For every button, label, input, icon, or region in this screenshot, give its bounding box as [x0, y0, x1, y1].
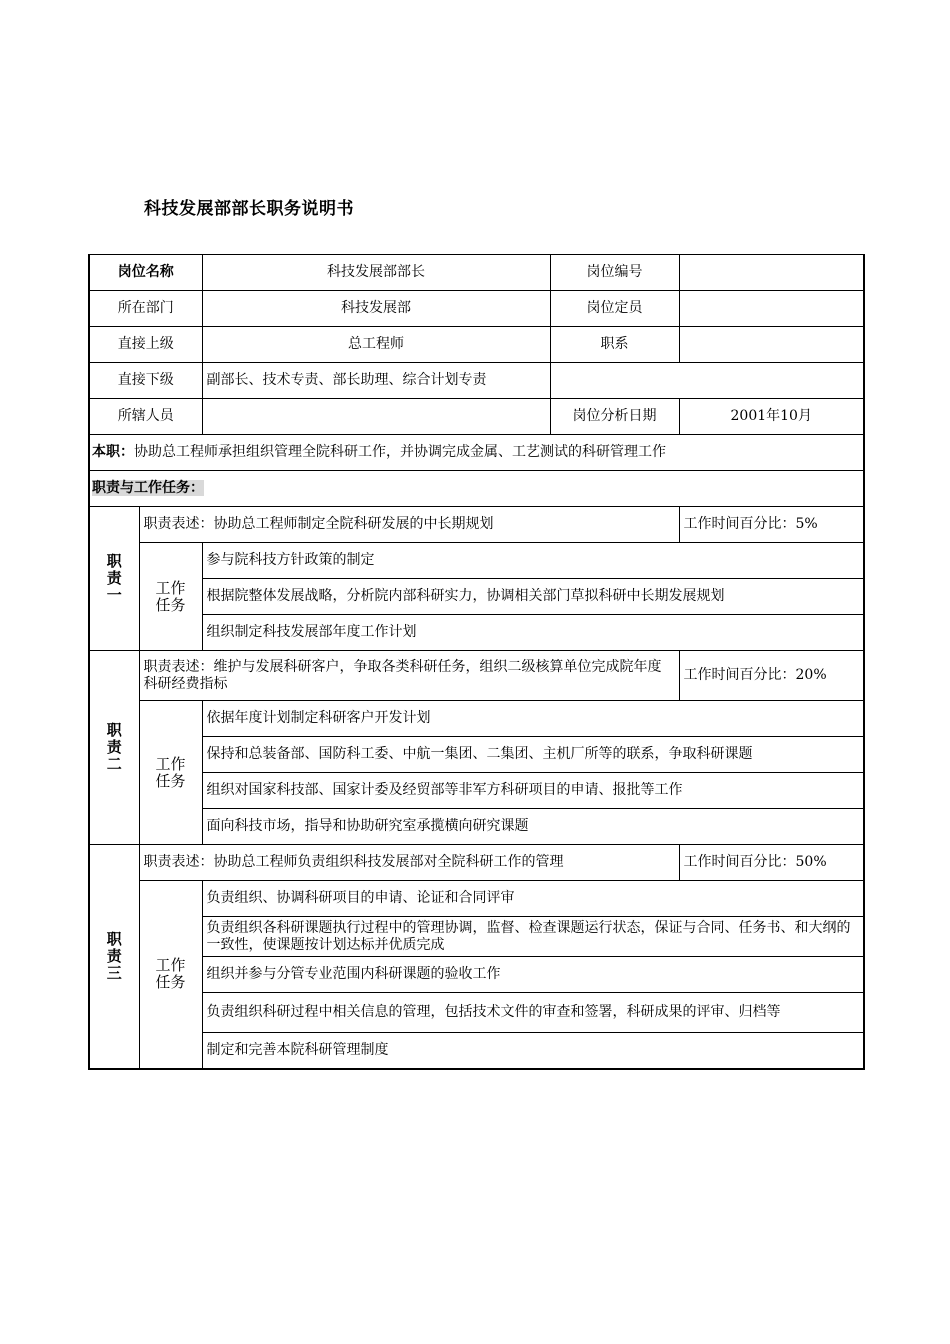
subordinate-label: 直接下级	[89, 363, 202, 399]
duty-2-task-1: 依据年度计划制定科研客户开发计划	[202, 701, 864, 737]
duty-1-task-row	[89, 615, 864, 651]
duty-2-task-2: 保持和总装备部、国防科工委、中航一集团、二集团、主机厂所等的联系，争取科研课题	[202, 737, 864, 773]
managed-value	[202, 399, 550, 435]
duty-3-task-5: 制定和完善本院科研管理制度	[202, 1033, 864, 1069]
duty-1-description: 职责表述：协助总工程师制定全院科研发展的中长期规划	[139, 507, 679, 543]
managed-label: 所辖人员	[89, 399, 202, 435]
core-cell	[89, 435, 864, 471]
core-text: 协助总工程师承担组织管理全院科研工作，并协调完成金属、工艺测试的科研管理工作	[134, 444, 666, 460]
duty-2-task-row	[89, 809, 864, 845]
info-row-superior	[89, 327, 864, 363]
duty-2-task-4: 面向科技市场，指导和协助研究室承揽横向研究课题	[202, 809, 864, 845]
duty-1-label: 职 责 一	[89, 507, 139, 651]
duty-3-description-row	[89, 845, 864, 881]
duty-1-work-label: 工作 任务	[139, 543, 202, 651]
duty-1-task-2: 根据院整体发展战略，分析院内部科研实力，协调相关部门草拟科研中长期发展规划	[202, 579, 864, 615]
duty-3-task-1: 负责组织、协调科研项目的申请、论证和合同评审	[202, 881, 864, 917]
duty-3-task-row	[89, 957, 864, 993]
duty-2-description: 职责表述：维护与发展科研客户，争取各类科研任务，组织二级核算单位完成院年度科研经费指标	[139, 651, 679, 701]
duty-3-task-3: 组织并参与分管专业范围内科研课题的验收工作	[202, 957, 864, 993]
duty-3-task-row	[89, 993, 864, 1033]
duty-3-work-label: 工作 任务	[139, 881, 202, 1069]
core-label: 本职：	[92, 444, 134, 460]
document-title: 科技发展部部长职务说明书	[144, 199, 354, 219]
name-value: 科技发展部部长	[202, 255, 550, 291]
duty-2-description-row	[89, 651, 864, 701]
dept-label: 所在部门	[89, 291, 202, 327]
duty-2-label: 职 责 二	[89, 651, 139, 845]
duty-2-work-label: 工作 任务	[139, 701, 202, 845]
duty-3-task-row	[89, 881, 864, 917]
date-value: 2001年10月	[679, 399, 864, 435]
name-label: 岗位名称	[89, 255, 202, 291]
info-row-dept	[89, 291, 864, 327]
core-row	[89, 435, 864, 471]
duties-header-row	[89, 471, 864, 507]
superior-label: 直接上级	[89, 327, 202, 363]
subordinate-extra	[550, 363, 864, 399]
series-label: 职系	[550, 327, 679, 363]
duty-2-task-row	[89, 773, 864, 809]
info-row-managed	[89, 399, 864, 435]
job-description-table	[88, 254, 865, 1070]
duties-header-cell	[89, 471, 864, 507]
duty-2-time: 工作时间百分比：20%	[679, 651, 864, 701]
duty-3-description: 职责表述：协助总工程师负责组织科技发展部对全院科研工作的管理	[139, 845, 679, 881]
duty-3-task-row	[89, 917, 864, 957]
duty-2-task-row	[89, 737, 864, 773]
duty-2-task-3: 组织对国家科技部、国家计委及经贸部等非军方科研项目的申请、报批等工作	[202, 773, 864, 809]
duty-3-label: 职 责 三	[89, 845, 139, 1069]
duty-1-task-1: 参与院科技方针政策的制定	[202, 543, 864, 579]
duty-3-task-4: 负责组织科研过程中相关信息的管理，包括技术文件的审查和签署，科研成果的评审、归档等	[202, 993, 864, 1033]
quota-label: 岗位定员	[550, 291, 679, 327]
info-row-name	[89, 255, 864, 291]
superior-value: 总工程师	[202, 327, 550, 363]
info-row-subordinate	[89, 363, 864, 399]
duty-2-task-row	[89, 701, 864, 737]
series-value	[679, 327, 864, 363]
duty-3-task-row	[89, 1033, 864, 1069]
dept-value: 科技发展部	[202, 291, 550, 327]
date-label: 岗位分析日期	[550, 399, 679, 435]
duty-1-task-row	[89, 543, 864, 579]
code-label: 岗位编号	[550, 255, 679, 291]
duty-3-task-2: 负责组织各科研课题执行过程中的管理协调，监督、检查课题运行状态，保证与合同、任务书、和大纲的一致性，使课题按计划达标并优质完成	[202, 917, 864, 957]
duty-1-description-row	[89, 507, 864, 543]
duties-header: 职责与工作任务：	[92, 480, 204, 496]
duty-1-time: 工作时间百分比：5%	[679, 507, 864, 543]
duty-1-task-3: 组织制定科技发展部年度工作计划	[202, 615, 864, 651]
code-value	[679, 255, 864, 291]
quota-value	[679, 291, 864, 327]
duty-3-time: 工作时间百分比：50%	[679, 845, 864, 881]
duty-1-task-row	[89, 579, 864, 615]
subordinate-value: 副部长、技术专责、部长助理、综合计划专责	[202, 363, 550, 399]
